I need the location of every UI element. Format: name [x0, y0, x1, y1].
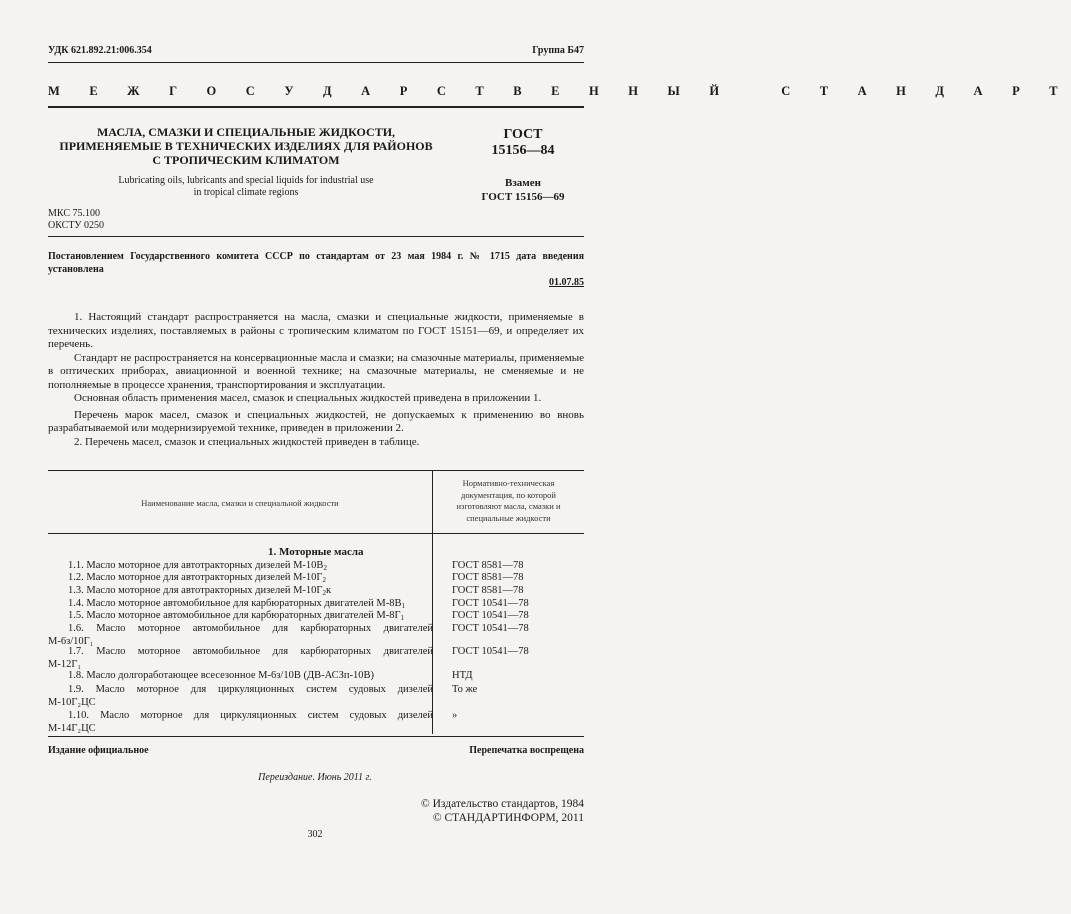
title-line-2: ПРИМЕНЯЕМЫЕ В ТЕХНИЧЕСКИХ ИЗДЕЛИЯХ ДЛЯ РАЙОНОВ — [59, 139, 433, 153]
codes-rule — [48, 236, 584, 237]
normative-doc: ГОСТ 8581—78 — [452, 585, 524, 596]
oil-name-subscript: 1 — [401, 602, 405, 610]
group-code: Группа Б47 — [532, 45, 584, 56]
oil-name: 1.7. Масло моторное автомобильное для карбюраторных двигателей — [68, 646, 433, 657]
table-row — [48, 646, 433, 671]
oil-name-suffix: к — [326, 585, 332, 596]
title-en-line-2: in tropical climate regions — [193, 187, 299, 198]
header-thick-rule — [48, 106, 584, 108]
oil-name: 1.10. Масло моторное для циркуляционных систем судовых дизелей — [68, 710, 433, 721]
oil-name-continuation: М-10Г₂ЦС — [48, 696, 96, 708]
title-line-1: МАСЛА, СМАЗКИ И СПЕЦИАЛЬНЫЕ ЖИДКОСТИ, — [96, 125, 396, 139]
normative-doc: ГОСТ 8581—78 — [452, 560, 524, 571]
oil-name-subscript: 1 — [400, 614, 405, 622]
page-number: 302 — [307, 829, 323, 840]
gost-label: ГОСТ — [503, 127, 543, 142]
oil-name-continuation: М-6з/10Г₁ — [48, 635, 94, 647]
reprint-notice: Перепечатка воспрещена — [469, 745, 584, 756]
title-line-3: С ТРОПИЧЕСКИМ КЛИМАТОМ — [152, 153, 340, 167]
oil-name-subscript: 2 — [322, 589, 326, 597]
title-en-line-1: Lubricating oils, lubricants and special liquids for industrial use — [118, 175, 374, 186]
paragraph-list: 2. Перечень масел, смазок и специальных жидкостей приведен в таблице. — [74, 435, 420, 448]
table-row — [48, 684, 433, 709]
reissue-note: Переиздание. Июнь 2011 г. — [258, 772, 372, 783]
oil-name-continuation: М-12Г₁ — [48, 658, 82, 670]
table-bottom-rule — [48, 736, 584, 737]
replaces-block — [462, 177, 584, 204]
oil-name: 1.8. Масло долгоработающее всесезонное М-6з/10В (ДВ-АСЗп-10В) — [68, 670, 375, 681]
official-edition: Издание официальное — [48, 745, 149, 756]
normative-doc: ГОСТ 10541—78 — [452, 646, 529, 657]
doc-header-line-1: Нормативно-техническая — [462, 478, 555, 488]
title-english — [48, 175, 444, 199]
oil-name-subscript: 2 — [322, 576, 326, 584]
table-header-name: Наименование масла, смазки и специальной жидкости — [141, 498, 339, 508]
oil-name: 1.1. Масло моторное для автотракторных дизелей $М-10В_2$ — [68, 560, 327, 572]
table-row — [48, 623, 433, 648]
gost-number: 15156—84 — [491, 143, 555, 158]
copyright-2: © СТАНДАРТИНФОРМ, 2011 — [432, 812, 584, 824]
paragraph-prohibited: Перечень марок масел, смазок и специальных жидкостей, не допускаемых к применению во вновь разрабатываемой или модернизируемой технике, приведен в приложении 2. — [48, 408, 584, 434]
okstu-code: ОКСТУ 0250 — [48, 220, 105, 231]
copyright-block — [421, 797, 584, 825]
normative-doc: » — [452, 710, 458, 721]
paragraph-exclusions: Стандарт не распространяется на консервационные масла и смазки; на смазочные материалы, применяемые в оптических приборах, авиационной и военной технике; на смазочные материалы, не сменяемые и не пополняемые в процессе хранения, транспортирования и эксплуатации. — [48, 351, 584, 391]
replaces-label: Взамен — [505, 177, 541, 189]
normative-doc: ГОСТ 10541—78 — [452, 623, 529, 634]
udk-code: УДК 621.892.21:006.354 — [48, 45, 152, 56]
decree-text: Постановлением Государственного комитета СССР по стандартам от 23 мая 1984 г. № 1715 дата введения установлена — [48, 251, 584, 275]
table-header-doc — [433, 478, 584, 524]
oil-name: 1.9. Масло моторное для циркуляционных систем судовых дизелей — [68, 684, 433, 695]
oil-name-subscript: 2 — [323, 564, 327, 572]
normative-doc: То же — [452, 684, 478, 695]
body-text — [48, 311, 584, 449]
gost-designation — [462, 127, 584, 159]
copyright-1: © Издательство стандартов, 1984 — [420, 798, 584, 810]
oil-name: 1.5. Масло моторное автомобильное для карбюраторных двигателей $М-8Г_1$ — [68, 610, 405, 622]
doc-header-line-3: изготовляют масла, смазки и — [456, 501, 561, 511]
table-row — [48, 710, 433, 735]
oil-name: 1.3. Масло моторное для автотракторных дизелей $М-10Г_2к$ — [68, 585, 332, 597]
replaces-value: ГОСТ 15156—69 — [481, 191, 565, 203]
paragraph-application: Основная область применения масел, смазок и специальных жидкостей приведена в приложении 1. — [74, 392, 542, 404]
oil-name: 1.2. Масло моторное для автотракторных дизелей $М-10Г_2$ — [68, 572, 326, 584]
table-row — [48, 670, 433, 683]
title-russian — [48, 125, 444, 167]
normative-doc: ГОСТ 8581—78 — [452, 572, 524, 583]
classification-codes — [48, 208, 104, 232]
mks-code: МКС 75.100 — [48, 208, 100, 219]
normative-doc: ГОСТ 10541—78 — [452, 610, 529, 621]
oil-name: 1.6. Масло моторное автомобильное для карбюраторных двигателей — [68, 623, 433, 634]
oil-name: 1.4. Масло моторное автомобильное для карбюраторных двигателей $М-8В_1$ — [68, 598, 405, 610]
standard-type: М Е Ж Г О С У Д А Р С Т В Е Н Н Ы Й С Т А Н Д А Р Т — [48, 84, 1071, 98]
table-top-rule — [48, 470, 584, 471]
doc-header-line-4: специальные жидкости — [466, 512, 551, 523]
normative-doc: ГОСТ 10541—78 — [452, 598, 529, 609]
table-header-rule — [48, 533, 584, 534]
section-motor-oils: 1. Моторные масла — [268, 546, 364, 558]
normative-doc: НТД — [452, 670, 473, 681]
introduction-date: 01.07.85 — [549, 277, 584, 288]
doc-header-line-2: документация, по которой — [461, 489, 556, 500]
paragraph-scope: 1. Настоящий стандарт распространяется на масла, смазки и специальные жидкости, применяемые в технических изделиях, поставляемых в районы с тропическим климатом по ГОСТ 15151—69, и определяет их перечень. — [48, 311, 584, 350]
oil-name-continuation: М-14Г₂ЦС — [48, 722, 96, 734]
header-rule — [48, 62, 584, 63]
